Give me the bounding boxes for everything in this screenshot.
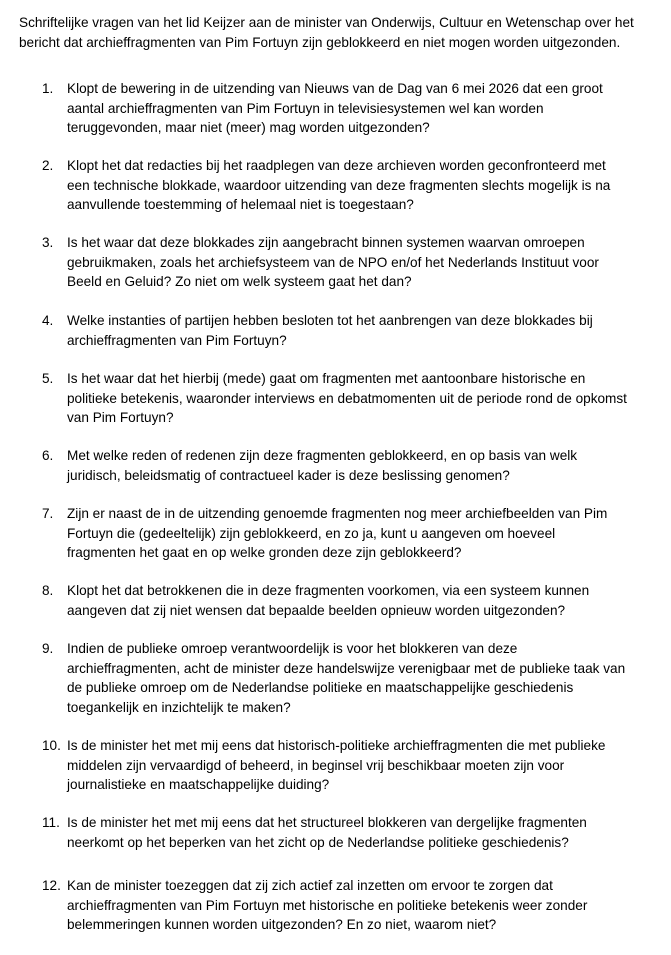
question-number: 3.	[42, 235, 54, 250]
question-text: Is het waar dat het hierbij (mede) gaat om fragmenten met aantoonbare historische en politieke betekenis, waaronder interviews en debatmomenten uit de periode rond de opkomst van Pim Fortuyn?	[67, 371, 627, 426]
question-text: Klopt de bewering in de uitzending van Nieuws van de Dag van 6 mei 2026 dat een groot aantal archieffragmenten van Pim Fortuyn in televisiesystemen wel kan worden teruggevonden, maar niet (meer) mag worden uitgezonden?	[67, 81, 603, 136]
question-number: 1.	[42, 81, 54, 96]
question-number: 5.	[42, 371, 54, 386]
intro-paragraph: Schriftelijke vragen van het lid Keijzer aan de minister van Onderwijs, Cultuur en Wetenschap over het bericht dat archieffragmenten van Pim Fortuyn zijn geblokkeerd en niet mogen worden uitgezonden.	[19, 15, 634, 50]
question-text: Klopt het dat betrokkenen die in deze fragmenten voorkomen, via een systeem kunnen aangeven dat zij niet wensen dat bepaalde beelden opnieuw worden uitgezonden?	[67, 583, 590, 618]
question-text: Kan de minister toezeggen dat zij zich actief zal inzetten om ervoor te zorgen dat archieffragmenten van Pim Fortuyn met historische en politieke betekenis weer zonder belemmeringen kunnen worden uitgezonden? En zo niet, waarom niet?	[67, 878, 588, 933]
question-text: Met welke reden of redenen zijn deze fragmenten geblokkeerd, en op basis van welk juridisch, beleidsmatig of contractueel kader is deze beslissing genomen?	[67, 448, 578, 483]
question-number: 11.	[42, 815, 60, 830]
question-number: 8.	[42, 583, 54, 598]
question-text: Is het waar dat deze blokkades zijn aangebracht binnen systemen waarvan omroepen gebruikmaken, zoals het archiefsysteem van de NPO en/of het Nederlands Instituut voor Beeld en Geluid? Zo niet om welk systeem gaat het dan?	[67, 235, 599, 290]
question-number: 4.	[42, 313, 54, 328]
question-text: Is de minister het met mij eens dat het structureel blokkeren van dergelijke fragmenten neerkomt op het beperken van het zicht op de Nederlandse politieke geschiedenis?	[67, 815, 587, 850]
question-text: Is de minister het met mij eens dat historisch-politieke archieffragmenten die met publieke middelen zijn vervaardigd of beheerd, in beginsel vrij beschikbaar moeten zijn voor journalistieke en maatschappelijke duiding?	[67, 738, 606, 793]
question-number: 2.	[42, 158, 54, 173]
question-text: Welke instanties of partijen hebben besloten tot het aanbrengen van deze blokkades bij archieffragmenten van Pim Fortuyn?	[67, 313, 593, 348]
question-number: 12.	[42, 878, 61, 893]
question-number: 6.	[42, 448, 54, 463]
question-text: Zijn er naast de in de uitzending genoemde fragmenten nog meer archiefbeelden van Pim Fortuyn die (gedeeltelijk) zijn geblokkeerd, en zo ja, kunt u aangeven om hoeveel fragmenten het gaat en op welke gronden deze zijn geblokkeerd?	[67, 506, 608, 561]
question-number: 10.	[42, 738, 61, 753]
question-text: Indien de publieke omroep verantwoordelijk is voor het blokkeren van deze archieffragmenten, acht de minister deze handelswijze verenigbaar met de publieke taak van de publieke omroep om de Nederlandse politieke en maatschappelijke geschiedenis toegankelijk en inzichtelijk te maken?	[67, 641, 626, 715]
question-text: Klopt het dat redacties bij het raadplegen van deze archieven worden geconfronteerd met een technische blokkade, waardoor uitzending van deze fragmenten slechts mogelijk is na aanvullende toestemming of helemaal niet is toegestaan?	[67, 158, 611, 213]
question-number: 9.	[42, 641, 54, 656]
question-number: 7.	[42, 506, 54, 521]
